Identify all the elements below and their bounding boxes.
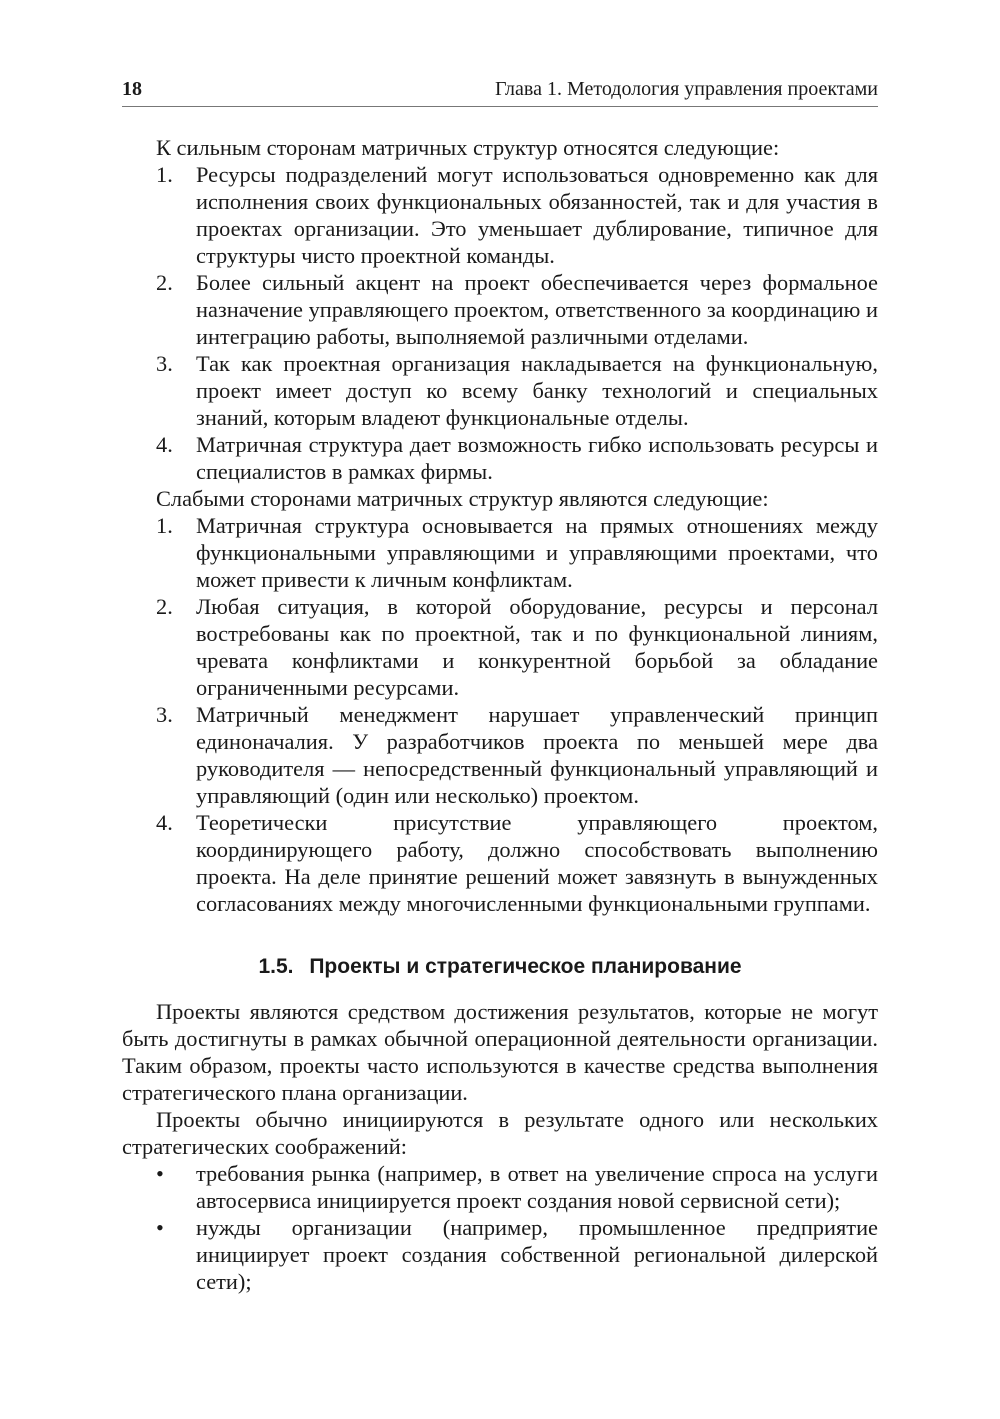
strength-item-3 xyxy=(122,350,878,431)
list-number: 4. xyxy=(156,432,173,457)
section-paragraph-2: Проекты обычно инициируются в результате одного или нескольких стратегических соображений: xyxy=(122,1107,878,1159)
list-number: 2. xyxy=(156,594,173,619)
list-number: 1. xyxy=(156,513,173,538)
bullet-marker: • xyxy=(156,1215,164,1240)
bullet-marker: • xyxy=(156,1161,164,1186)
strengths-intro: К сильным сторонам матричных структур относятся следующие: xyxy=(156,135,780,160)
weaknesses-intro: Слабыми сторонами матричных структур являются следующие: xyxy=(156,486,769,511)
list-number: 2. xyxy=(156,270,173,295)
list-item-text: нужды организации (например, промышленное предприятие инициирует проект создания собственной региональной дилерской сети); xyxy=(196,1215,878,1294)
bullet-item-2 xyxy=(122,1214,878,1295)
running-title: Глава 1. Методология управления проектами xyxy=(495,78,878,100)
weakness-item-3 xyxy=(122,701,878,809)
list-item-text: Матричный менеджмент нарушает управленческий принцип единоначалия. У разработчиков проекта по меньшей мере два руководителя — непосредственный функциональный управляющий и управляющий (один или несколько) проектом. xyxy=(196,702,878,808)
section-heading xyxy=(122,953,878,980)
strength-item-2 xyxy=(122,269,878,350)
list-item-text: Матричная структура дает возможность гибко использовать ресурсы и специалистов в рамках фирмы. xyxy=(196,432,878,484)
page-number: 18 xyxy=(122,78,142,100)
list-item-text: Ресурсы подразделений могут использоваться одновременно как для исполнения своих функциональных обязанностей, так и для участия в проектах организации. Это уменьшает дублирование, типичное для структуры чисто проектной команды. xyxy=(196,162,878,268)
section-paragraph-1: Проекты являются средством достижения результатов, которые не могут быть достигнуты в рамках обычной операционной деятельности организации. Таким образом, проекты часто используются в качестве средства выполнения стратегического плана организации. xyxy=(122,999,878,1105)
weakness-item-1 xyxy=(122,512,878,593)
page-body xyxy=(122,134,878,1295)
strength-item-1 xyxy=(122,161,878,269)
list-item-text: требования рынка (например, в ответ на увеличение спроса на услуги автосервиса инициируется проект создания новой сервисной сети); xyxy=(196,1161,878,1213)
list-item-text: Так как проектная организация накладывается на функциональную, проект имеет доступ ко всему банку технологий и специальных знаний, которым владеют функциональные отделы. xyxy=(196,351,878,430)
list-number: 1. xyxy=(156,162,173,187)
list-item-text: Матричная структура основывается на прямых отношениях между функциональными управляющими и управляющими проектами, что может привести к личным конфликтам. xyxy=(196,513,878,592)
bullet-item-1 xyxy=(122,1160,878,1214)
list-item-text: Более сильный акцент на проект обеспечивается через формальное назначение управляющего проектом, ответственного за координацию и интеграцию работы, выполняемой различными отделами. xyxy=(196,270,878,349)
list-number: 3. xyxy=(156,351,173,376)
list-number: 4. xyxy=(156,810,173,835)
list-number: 3. xyxy=(156,702,173,727)
section-title: Проекты и стратегическое планирование xyxy=(309,955,742,978)
list-item-text: Теоретически присутствие управляющего проектом, координирующего работу, должно способствовать выполнению проекта. На деле принятие решений может завязнуть в вынужденных согласованиях между многочисленными функциональными группами. xyxy=(196,810,878,916)
strength-item-4 xyxy=(122,431,878,485)
weaknesses-list xyxy=(122,512,878,917)
page-header xyxy=(122,76,878,107)
weakness-item-4 xyxy=(122,809,878,917)
weakness-item-2 xyxy=(122,593,878,701)
section-number: 1.5. xyxy=(258,955,294,978)
considerations-list xyxy=(122,1160,878,1295)
strengths-list xyxy=(122,161,878,485)
list-item-text: Любая ситуация, в которой оборудование, ресурсы и персонал востребованы как по проектной, так и по функциональной линиям, чревата конфликтами и конкурентной борьбой за обладание ограниченными ресурсами. xyxy=(196,594,878,700)
